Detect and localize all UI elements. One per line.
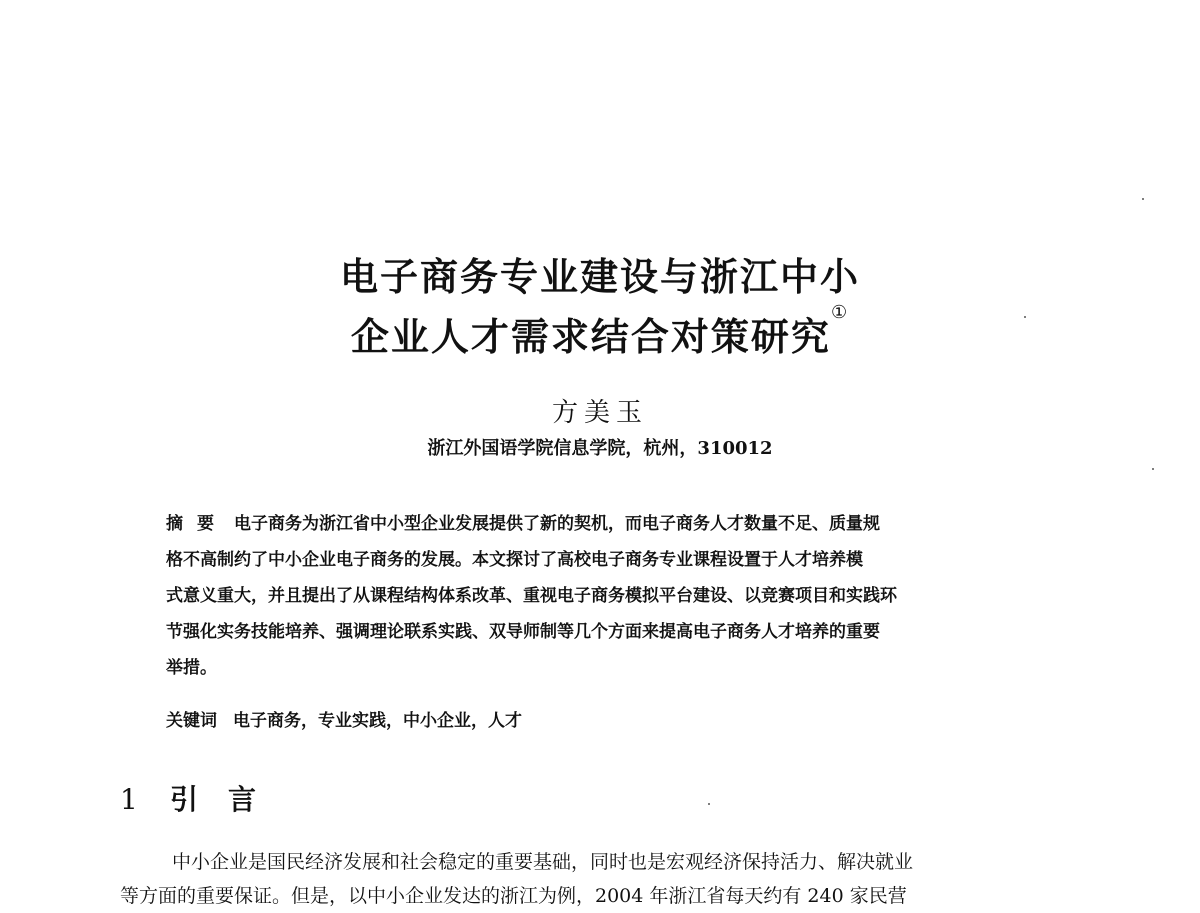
- abstract-line-5: 举措。: [166, 658, 217, 678]
- scan-speck: [1024, 316, 1026, 318]
- footnote-mark[interactable]: ①: [830, 302, 850, 323]
- paper-title-line-1: [0, 246, 1200, 301]
- scan-speck: [1142, 198, 1144, 200]
- author-name: 方美玉: [551, 398, 648, 428]
- scan-speck: [708, 803, 710, 805]
- author-affiliation: 浙江外国语学院信息学院，杭州，310012: [427, 438, 773, 459]
- abstract-block: [166, 506, 1036, 686]
- abstract-label: 摘要: [166, 514, 228, 534]
- abstract-line-4: 节强化实务技能培养、强调理论联系实践、双导师制等几个方面来提高电子商务人才培养的重要: [166, 622, 880, 642]
- abstract-line-2: 格不高制约了中小企业电子商务的发展。本文探讨了高校电子商务专业课程设置于人才培养模: [166, 550, 863, 570]
- paper-title-text-1: 电子商务专业建设与浙江中小: [339, 255, 860, 299]
- scan-speck: [1152, 468, 1154, 470]
- section-number: 1: [120, 783, 138, 816]
- paper-title-line-2: [0, 302, 1200, 361]
- body-line-2: 等方面的重要保证。但是，以中小企业发达的浙江为例，2004 年浙江省每天约有 240 家民营: [120, 885, 907, 907]
- keywords-block: [166, 706, 522, 731]
- abstract-line-3: 式意义重大，并且提出了从课程结构体系改革、重视电子商务模拟平台建设、以竞赛项目和实践环: [166, 586, 897, 606]
- body-paragraph: [120, 845, 1090, 913]
- body-line-1: 中小企业是国民经济发展和社会稳定的重要基础，同时也是宏观经济保持活力、解决就业: [172, 851, 914, 873]
- abstract-line-1: [166, 506, 1036, 542]
- abstract-text-1: 电子商务为浙江省中小型企业发展提供了新的契机，而电子商务人才数量不足、质量规: [234, 514, 880, 534]
- keywords-text: 电子商务，专业实践，中小企业，人才: [233, 711, 522, 731]
- section-heading: [120, 778, 286, 818]
- section-title: 引言: [170, 783, 287, 816]
- paper-title-text-2: 企业人才需求结合对策研究: [350, 315, 831, 359]
- keywords-label: 关键词: [166, 711, 217, 731]
